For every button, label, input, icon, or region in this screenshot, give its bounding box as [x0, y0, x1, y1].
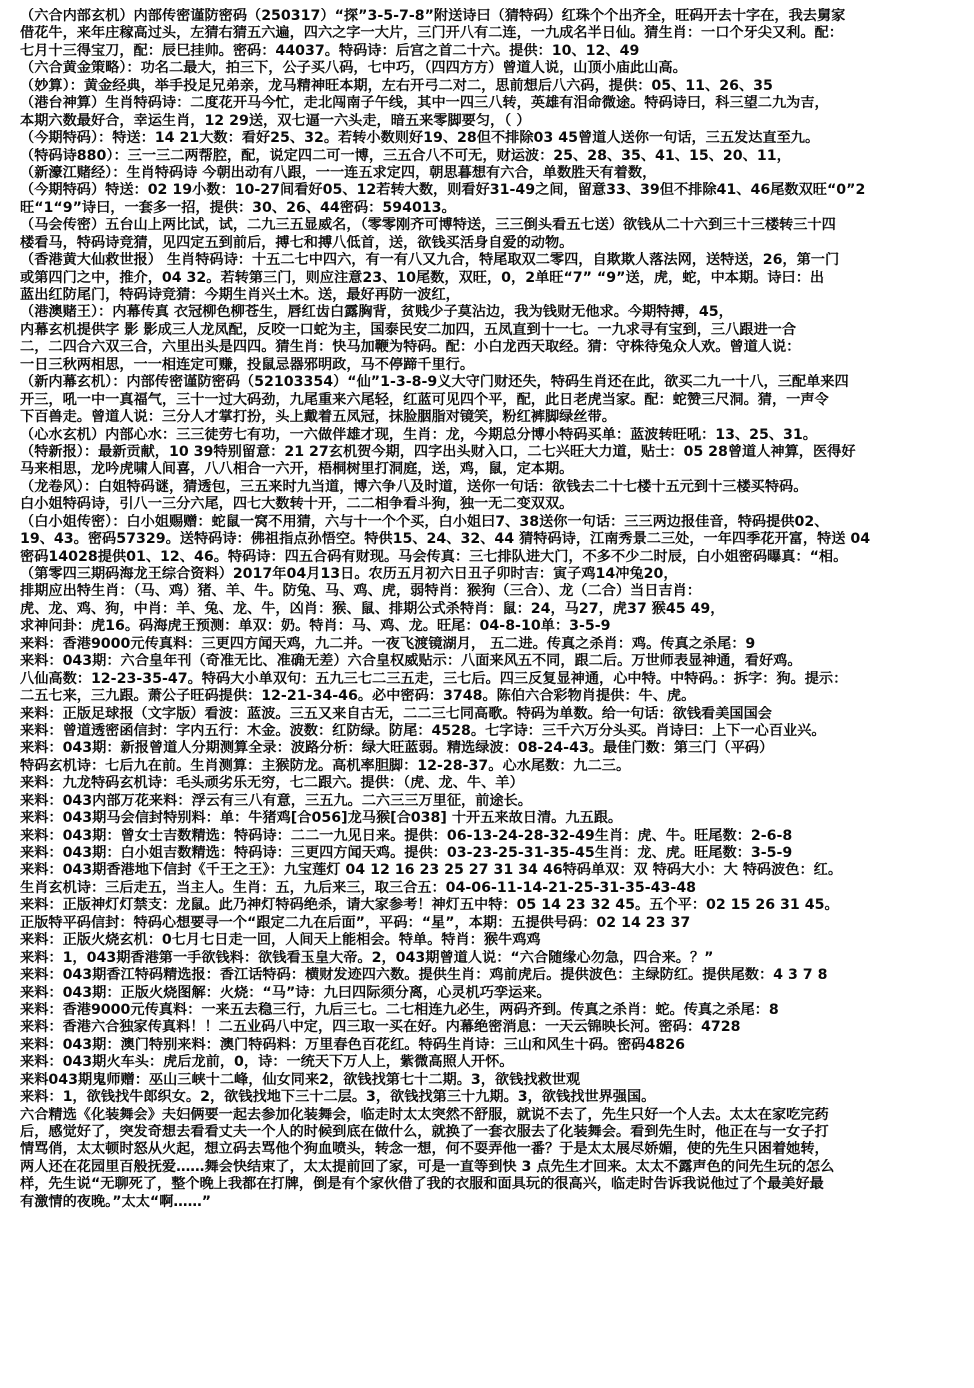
text-line: （港台神算）生肖特码诗：二度花开马今忙，走北闯南子午线，其中一四三八转，英雄有泪命微途。特码诗曰，科三望二九为吉， — [20, 95, 829, 112]
text-line: 样，先生说“无聊死了，整个晚上我都在打牌，倒是有个家伙借了我的衣服和面具玩的很高兴，临走时告诉我说他过了个最美好最 — [20, 1176, 824, 1193]
text-line — [20, 1264, 954, 1281]
text-line: 来料：曾道透密函信封：字内五行：木金。波数：红防绿。防尾：4528。七字诗：三千六万分头买。肖诗曰：上下一心百业兴。 — [20, 722, 826, 739]
text-line: 二，二四合六双三合，六里出头是四四。猜生肖：快马加鞭为特码。配：小白龙西天取经。猜：守株待兔众人欢。曾道人说： — [20, 339, 801, 356]
text-line: 19、43。密码57329。送特码诗：佛祖指点孙悟空。特供15、24、32、44 猜特码诗，江南秀景二三处，一年四季花开富，特送 04 — [20, 531, 871, 548]
text-line: 内幕玄机提供字 影 影成三人龙凤配，反咬一口蛇为主，国泰民安二加四，五凤直到十一七。一九求寻有宝到，三八跟进一合 — [20, 321, 797, 338]
text-line — [20, 1246, 954, 1263]
text-line: （特码诗880）：三一三二两帮腔，配，说定四二可一博，三五合八不可无，财运波：25、28、35、41、15、20、11， — [20, 147, 791, 164]
text-line: 来料：1，欲钱找牛郎织女。2，欲钱找地下三十二层。3，欲钱找第三十九期。3，欲钱找世界强国。 — [20, 1089, 656, 1106]
text-line: 六合精选《化装舞会》夫妇俩要一起去参加化装舞会，临走时太太突然不舒服，就说不去了，先生只好一个人去。太太在家吃完药 — [20, 1106, 829, 1123]
text-line — [20, 1211, 954, 1228]
text-line: 来料：正版火烧玄机：0七月七日走一回，人间天上能相会。特单。特肖：猴牛鸡鸡 — [20, 932, 541, 949]
text-line: （心水玄机）内部心水：三三徒劳七有功，一六做伴雄才现，生肖：龙，今期总分博小特码买单：蓝波转旺吼：13、25、31。 — [20, 426, 817, 443]
text-line — [20, 1298, 954, 1315]
text-line: 后，感觉好了，突发奇想去看看丈夫一个人的时候到底在做什么，就换了一套衣服去了化装舞会。看到先生时，他正在与一女子打 — [20, 1124, 829, 1140]
text-line: 来料：043期香江特码精选报：香江话特码：横财发迹四六数。提供生肖：鸡前虎后。提供波色：主绿防红。提供尾数：4 3 7 8 — [20, 967, 828, 984]
text-line: （新濠江赌经）：生肖特码诗 今朝出动有八跟，一一连五求定四，朝思暮想有六合，单数胜天有着数， — [20, 164, 657, 181]
text-line: 特码玄机诗：七后九在前。生肖测算：主猴防龙。高机率胆脚：12-28-37。心水尾数：九二三。 — [20, 757, 631, 774]
text-line: 来料：1，043期香港第一手欲钱料：欲钱看玉皇大帝。2，043期曾道人说：“六合随缘心勿急，四合来。？” — [20, 949, 714, 966]
text-line: 旺“1“9”诗曰，一套多一招，提供：30、26、44密码：594013。 — [20, 199, 456, 216]
text-line: 来料：香港六合独家传真料！！二五业码八中定，四三取一买在好。内幕绝密消息：一天云锦映长河。密码：4728 — [20, 1019, 741, 1036]
text-line: （特新报）：最新贡献，10 39特别留意：21 27玄机贺今期，四字出头财入口，二七兴旺大力道，贴士：05 28曾道人神算，医得好 — [20, 443, 856, 460]
text-line: 马来相思，龙吟虎啸人间喜，八八相合一六开，梧桐树里打洞庭，送，鸡，鼠，定本期。 — [20, 461, 574, 478]
text-line: 来料：043期：澳门特别来料：澳门特码料：万里春色百花红。特码生肖诗：三山和风生十码。密码4826 — [20, 1036, 685, 1053]
text-line: 情骂俏，太太顿时怒从火起，想立码去骂他个狗血喷头，转念一想，何不耍弄他一番？于是太太展尽娇媚，使的先生只困着她转， — [20, 1141, 829, 1158]
text-line: （新内幕玄机）：内部传密谨防密码（52103354）“仙”1-3-8-9义大守门财还失，特码生肖还在此，欲买二九一十八，三配单来四 — [20, 374, 849, 391]
text-line: 开三，吼一中一真福气，三十一过大码劲，九尾重来六尾轻，红蓝可见四个平，配，此日老虎当家。配：蛇赞三尺洞。猜，一声令 — [20, 391, 829, 408]
text-line: 来料：043期香港地下信封《千王之王》：九宝莲灯 04 12 16 23 25 27 31 34 46特码单双：双 特码大小：大 特码波色：红。 — [20, 862, 843, 879]
text-line: （今期特码）：特送：14 21大数：看好25、32。若转小数则好19、28但不排除03 45曾道人送你一句话，三五发达直至九。 — [20, 130, 820, 147]
text-line: 来料：043内部万花来料：浮云有三八有意，三五九。二六三三万里征，前途长。 — [20, 792, 532, 809]
text-line: （六合黄金策略）：功名二最大，拍三下，公子买八码，七中巧，（四四方方）曾道人说，山顶小庙此山高。 — [20, 60, 687, 77]
text-line: 来料：香港9000元传真料：一来五去稳三行，九后三七。二七相连九必生，两码齐到。传真之杀肖：蛇。传真之杀尾：8 — [20, 1001, 779, 1018]
text-line: 蓝出红防尾门，特码诗竞猜：今期生肖兴土木。送，最好再防一波红， — [20, 287, 460, 303]
text-line: 有激情的夜晚。”太太“啊……” — [20, 1193, 212, 1210]
text-line — [20, 1316, 954, 1333]
text-line: 来料：九龙特码玄机诗：毛头顽劣乐无穷，七二跟六。提供：（虎、龙、牛、羊） — [20, 775, 524, 792]
text-line: （妙算）：黄金经典，举手投足兄弟亲，龙马精神旺本期，左右开弓二对二，思前想后八六码，提供：05、11、26、35 — [20, 77, 773, 94]
text-line: 来料：043期：正版火烧图解：火烧：“马”诗：九曰四际须分离，心灵机巧孪运来。 — [20, 984, 551, 1001]
text-line: 借花牛，来年庄稼高过头，左猜右猜五六遍，四六之字一大片，三门开八有二连，一九成名半日仙。猜生肖：一口个牙尖又利。配： — [20, 25, 843, 42]
text-line: 来料：043期：曾女士吉数精选：特码诗：二二一九见日来。提供：06-13-24-28-32-49生肖：虎、牛。旺尾数：2-6-8 — [20, 827, 793, 844]
text-line — [20, 1229, 954, 1246]
text-line: 一日三秋两相思，一一相连定可赚，投鼠忌器邪明政，马不停蹄千里行。 — [20, 356, 475, 373]
text-line: （港澳赌王）：内幕传真 衣冠柳色柳苍生，唇红齿白露胸背，贫贱少子莫沾边，我为钱财无他求。今期特搏，45， — [20, 304, 733, 321]
text-line: 正版特平码信封：特码心想要寻一个“跟定二九在后面”，平码：“星”，本期：五提供号码：02 14 23 37 — [20, 914, 691, 931]
text-line: 来料：043期火车头：虎后龙前，0，诗：一统天下万人上，紫微高照人开怀。 — [20, 1054, 514, 1071]
text-line: （六合内部玄机）内部传密谨防密码（250317）“探”3-5-7-8”附送诗曰（猜特码）红珠个个出齐全，旺码开去十字在，我去舅家 — [20, 8, 846, 24]
text-line: 或第四门之中，推介，04 32。若转第三门，则应注意23、10尾数，双旺，0，2单旺“7” “9”送，虎，蛇，中本期。诗曰：出 — [20, 269, 825, 286]
text-line: （第零四三期码海龙王综合资料）2017年04月13日。农历五月初六日丑子卯时吉：寅子鸡14冲兔20， — [20, 566, 678, 582]
text-line: 二五七来，三九跟。萧公子旺码提供：12-21-34-46。必中密码：3748。陈伯六合彩物肖提供：牛、虎。 — [20, 688, 696, 705]
text-line: 白小姐特码诗，引八一三分六尾，四七大数转十开，二二相争看斗狗，独一无二变双双。 — [20, 496, 574, 513]
text-line: 来料：正版足球报（文字版）看波：蓝波。三五又来自古无，二二三七同高歌。特码为单数。给一句话：欲钱看美国国会 — [20, 705, 772, 722]
text-line: 排期应出特生肖：（马、鸡）猪、羊、牛。防兔、马、鸡、虎，弱特肖：猴狗（三合）、龙（二合）当日吉肖： — [20, 583, 701, 600]
text-line: 生肖玄机诗：三后走五，当主人。生肖：五，九后来三，取三合五：04-06-11-14-21-25-31-35-43-48 — [20, 879, 697, 896]
text-line: 来料：正版神灯灯禁支：龙鼠。此乃神灯特码绝杀，请大家参考！神灯五中特：05 14 23 32 45。五个平：02 15 26 31 45。 — [20, 897, 839, 914]
text-line: 来料：香港9000元传真料：三更四方闻天鸡，九二并。一夜飞渡镜湖月， 五二进。传真之杀肖：鸡。传真之杀尾：9 — [20, 635, 756, 652]
text-line: 下百兽走。曾道人说：三分人才掌打扮，头上戴着五凤冠，抹脸胭脂对镜笑，粉红裤脚绿丝带。 — [20, 409, 616, 426]
text-line: （龙卷风）：白姐特码谜，猜透包，三五来时九当道，博六争八及时道，送你一句话：欲钱去二十七楼十五元到十三楼买特码。 — [20, 478, 808, 495]
text-line: 来料043期鬼师赠：巫山三峡十二峰，仙女同来2，欲钱找第七十二期。3，欲钱找救世观 — [20, 1071, 581, 1088]
text-line: 八仙高数：12-23-35-47。特码大小单双句：五九三七二三五走，三七后。四三反复显神通，心中特。中特码。：拆字：狗。提示： — [20, 670, 848, 687]
text-line: （马会传密）五台山上两比试，试，二九三五显威名，（零零刚齐可博特送，三三倒头看五七送）欲钱从二十六到三十三楼转三十四 — [20, 217, 836, 234]
text-line: 虎、龙、鸡、狗，中肖：羊、兔、龙、牛，凶肖：猴、鼠、排期公式杀特肖：鼠：24，马27，虎37 猴45 49， — [20, 600, 725, 617]
text-line: 来料：043期：新报曾道人分期测算全录：波路分析：绿大旺蓝弱。精选绿波：08-24-43。最佳门数：第三门（平码） — [20, 740, 774, 757]
text-line — [20, 1281, 954, 1298]
text-line: 求神问卦：虎16。码海虎王预测：单双：奶。特肖：马、鸡、龙。旺尾：04-8-10单：3-5-9 — [20, 618, 611, 635]
text-line: 本期六数最好合，幸运生肖，12 29送，双七逼一六头走，暗五来零脚要匀，（ ） — [20, 112, 531, 129]
text-line: 两人还在花园里百般抚爱……舞会快结束了，太太提前回了家，可是一直等到快 3 点先生才回来。太太不露声色的问先生玩的怎么 — [20, 1158, 835, 1175]
text-line: 来料：043期马会信封特别料：单：牛猪鸡[合056]龙马猴[合038] 十开五来故日清。九五跟。 — [20, 810, 623, 827]
text-line: （今期特码）特送：02 19小数：10-27间看好05、12若转大数，则看好31-49之间，留意33、39但不排除41、46尾数双旺“0”2 — [20, 182, 866, 199]
text-line: 楼看马，特码诗竞猜，见四定五到前后，搏七和搏八低首，送，欲钱买活身自爱的动物。 — [20, 234, 574, 251]
text-line: 来料：043期：六合皇年刊（奇准无比、准确无差）六合皇权威贴示：八面来风五不同，跟二后。万世师表显神通，看好鸡。 — [20, 653, 802, 670]
text-line: （白小姐传密）：白小姐赐赠：蛇鼠一窝不用猜，六与十一个个买，白小姐曰7、38送你一句话：三三两边报佳音，特码提供02、 — [20, 513, 829, 530]
text-line: 来料：043期：白小姐吉数精选：特码诗：三更四方闻天鸡。提供：03-23-25-31-35-45生肖：龙、虎。旺尾数：3-5-9 — [20, 845, 793, 861]
text-line: 七月十三得宝刀，配：辰巳挂帅。密码：44037。特码诗：后宫之首二十六。提供：10、12、49 — [20, 42, 640, 59]
text-line: （香港黄大仙救世报） 生肖特码诗：十五二七中四六，有一有八又九合，特尾取双二零四，自欺欺人落法网，送特送，26，第一门 — [20, 252, 840, 269]
text-line — [20, 1333, 954, 1350]
text-line: 密码14028提供01、12、46。特码诗：四五合码有财现。马会传真：三七排队进大门，不多不少二时辰，白小姐密码曝真：“相。 — [20, 548, 848, 565]
